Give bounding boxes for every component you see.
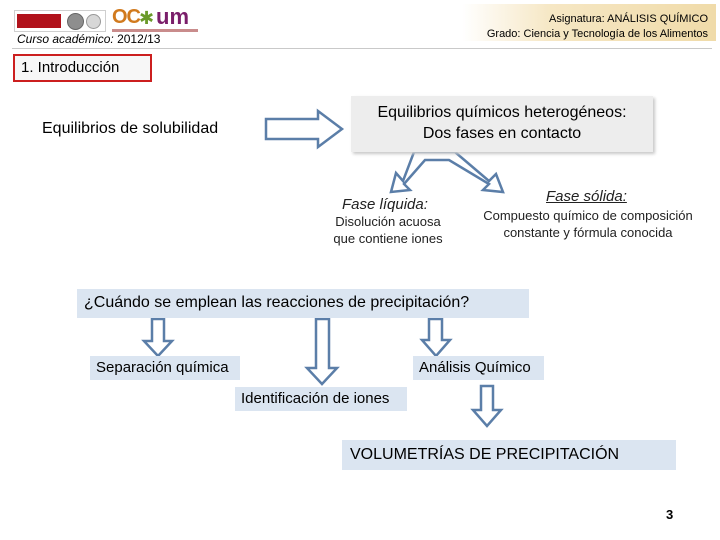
heterogeneos-line1: Equilibrios químicos heterogéneos: (377, 104, 627, 121)
fase-solida-desc-line2: constante y fórmula conocida (503, 225, 673, 240)
subject-name: Asignatura: ANÁLISIS QUÍMICO (549, 13, 708, 25)
arrow-down-analisis-icon (422, 319, 450, 356)
analisis-box: Análisis Químico (413, 356, 544, 380)
fase-liquida-desc-line1: Disolución acuosa (335, 214, 441, 229)
question-box: ¿Cuándo se emplean las reacciones de precipitación? (77, 289, 529, 318)
course-year-label: Curso académico: (17, 32, 114, 46)
fase-solida-label: Fase sólida: (546, 188, 627, 205)
fase-liquida-description (318, 213, 458, 247)
identificacion-box: Identificación de iones (235, 387, 407, 411)
equilibrios-solubilidad-text: Equilibrios de solubilidad (42, 120, 219, 137)
heterogeneos-box (351, 96, 653, 152)
fase-liquida-label: Fase líquida: (342, 196, 428, 213)
arrow-down-identificacion-icon (307, 319, 337, 384)
fase-liquida-desc-line2: que contiene iones (333, 231, 443, 246)
page-number: 3 (666, 507, 674, 522)
fase-solida-description (468, 207, 708, 241)
arrow-down-separacion-icon (144, 319, 172, 356)
campus-logo: OC ✱ um (112, 8, 198, 34)
degree-name: Grado: Ciencia y Tecnología de los Alimentos (486, 28, 708, 40)
volumetrias-box: VOLUMETRÍAS DE PRECIPITACIÓN (342, 440, 676, 470)
separacion-box: Separación química (90, 356, 240, 380)
arrow-right-icon (266, 111, 342, 147)
arrow-down-volumetrias-icon (473, 386, 501, 426)
course-year-value: 2012/13 (117, 32, 161, 46)
section-title: 1. Introducción (13, 54, 152, 82)
fase-solida-desc-line1: Compuesto químico de composición (483, 208, 693, 223)
split-arrow-icon (391, 152, 503, 192)
heterogeneos-line2: Dos fases en contacto (422, 125, 582, 142)
